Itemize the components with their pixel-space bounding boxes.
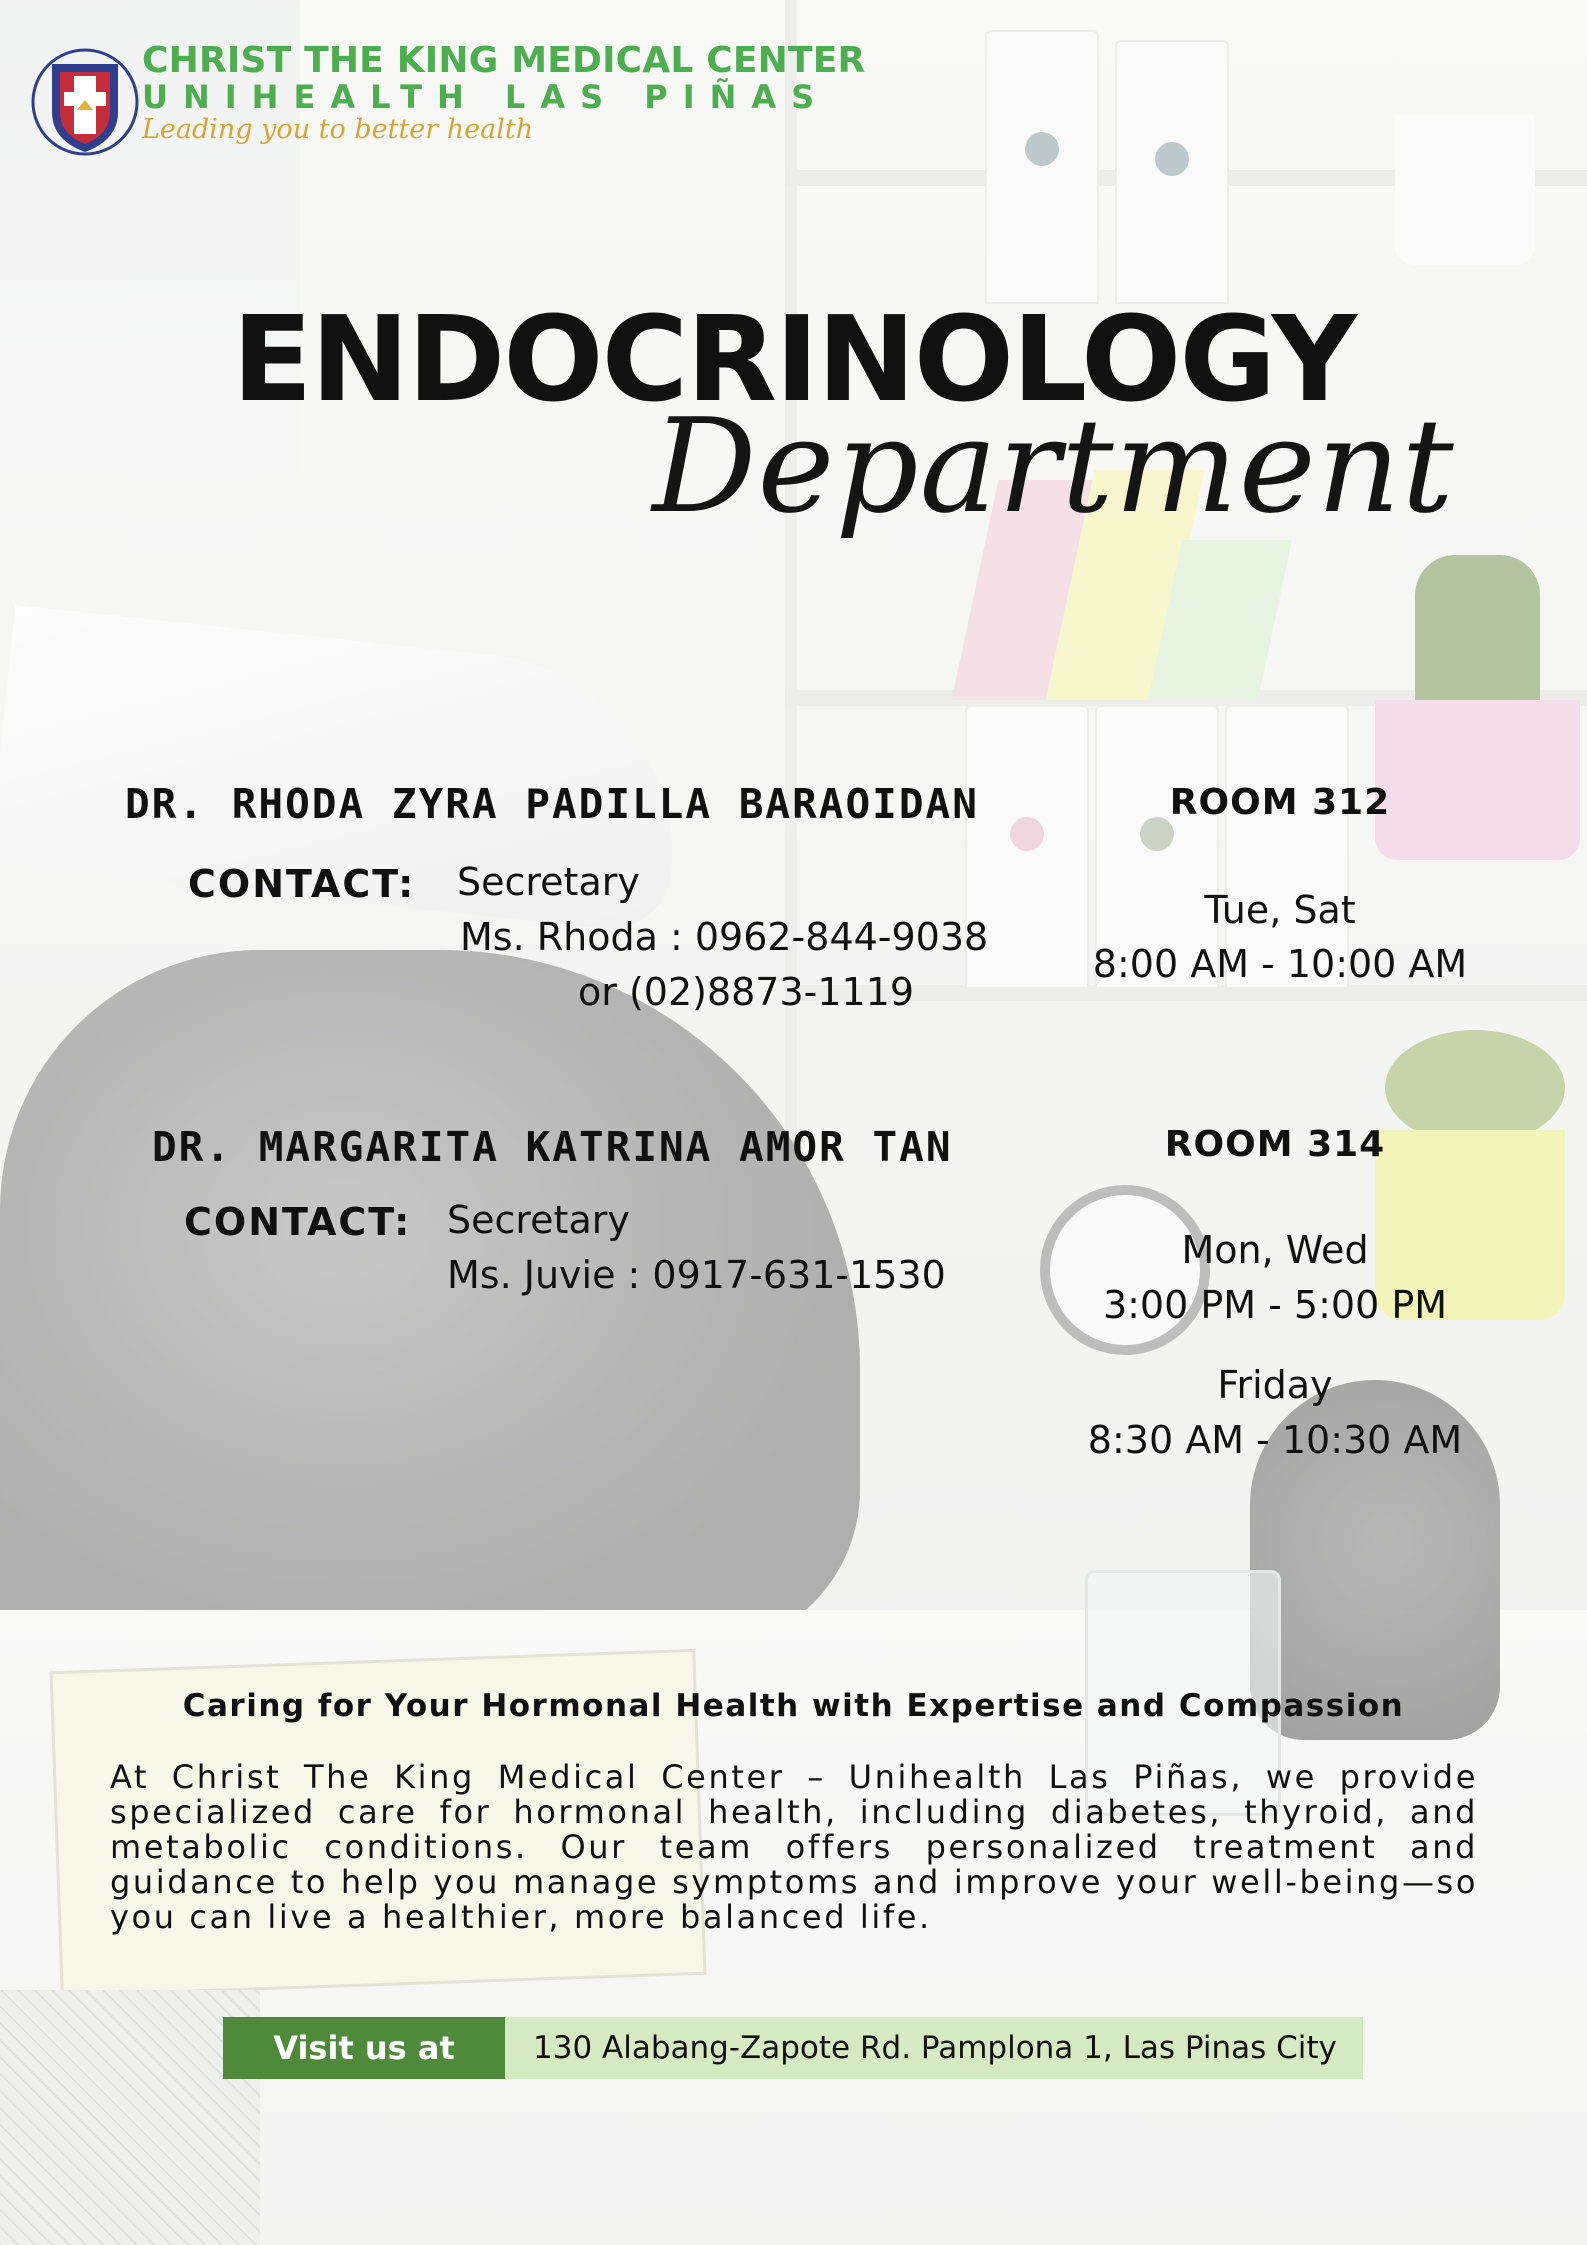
- page-title-script: Department: [652, 390, 1455, 542]
- visit-label: Visit us at: [223, 2017, 505, 2079]
- schedule-time: 8:00 AM - 10:00 AM: [1092, 942, 1468, 986]
- schedule-days: Mon, Wed: [1181, 1228, 1369, 1272]
- contact-line: or (02)8873-1119: [578, 970, 915, 1014]
- about-heading: Caring for Your Hormonal Health with Expertise and Compassion: [182, 1688, 1405, 1724]
- schedule-days: Friday: [1217, 1363, 1333, 1407]
- room-number: ROOM 314: [1164, 1124, 1386, 1165]
- room-number: ROOM 312: [1169, 782, 1391, 823]
- contact-line: Ms. Rhoda : 0962-844-9038: [460, 915, 989, 959]
- address-text: 130 Alabang-Zapote Rd. Pamplona 1, Las Pinas City: [505, 2017, 1363, 2079]
- schedule-days: Tue, Sat: [1204, 888, 1356, 932]
- org-subname: UNIHEALTH LAS PIÑAS: [142, 78, 830, 116]
- schedule-time: 8:30 AM - 10:30 AM: [1087, 1418, 1463, 1462]
- contact-label: CONTACT:: [188, 862, 416, 906]
- org-tagline: Leading you to better health: [142, 114, 534, 145]
- page-title: ENDOCRINOLOGY: [231, 290, 1356, 428]
- contact-label: CONTACT:: [184, 1200, 412, 1244]
- hospital-logo-icon: [30, 42, 140, 160]
- contact-line: Secretary: [447, 1198, 630, 1242]
- schedule-time: 3:00 PM - 5:00 PM: [1102, 1283, 1448, 1327]
- contact-line: Secretary: [457, 860, 640, 904]
- visit-bar: [223, 2017, 1363, 2079]
- contact-line: Ms. Juvie : 0917-631-1530: [447, 1253, 946, 1297]
- doctor-name: DR. MARGARITA KATRINA AMOR TAN: [152, 1123, 953, 1171]
- doctor-name: DR. RHODA ZYRA PADILLA BARAOIDAN: [125, 780, 979, 828]
- about-body: At Christ The King Medical Center – Unihealth Las Piñas, we provide specialized care for hormonal health, including diabetes, thyroid, and metabolic conditions. Our team offers personalized treatment and guidance to help you manage symptoms and improve your well-being—so you can live a healthier, more balanced life.: [110, 1758, 1478, 1936]
- org-name: CHRIST THE KING MEDICAL CENTER: [142, 40, 866, 81]
